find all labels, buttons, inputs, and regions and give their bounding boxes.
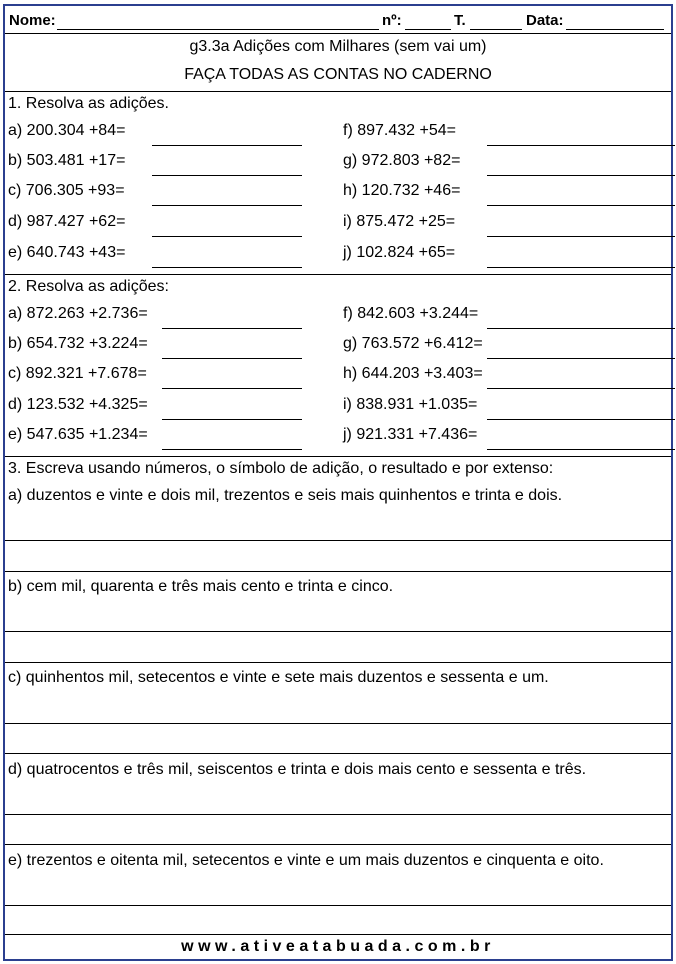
question-1h: h) 120.732 +46= <box>343 182 461 199</box>
question-2f: f) 842.603 +3.244= <box>343 305 479 322</box>
answer-line <box>487 236 675 237</box>
answer-line <box>162 328 302 329</box>
writing-line <box>5 844 671 845</box>
question-2g: g) 763.572 +6.412= <box>343 335 483 352</box>
question-2i: i) 838.931 +1.035= <box>343 396 478 413</box>
writing-line <box>5 723 671 724</box>
question-1a: a) 200.304 +84= <box>8 122 126 139</box>
question-1i: i) 875.472 +25= <box>343 213 456 230</box>
question-3b: b) cem mil, quarenta e três mais cento e trinta e cinco. <box>8 578 394 595</box>
question-2b: b) 654.732 +3.224= <box>8 335 148 352</box>
writing-line <box>5 540 671 541</box>
date-blank <box>566 29 664 30</box>
answer-line <box>487 358 675 359</box>
class-label: T. <box>454 12 466 29</box>
question-2j: j) 921.331 +7.436= <box>343 426 478 443</box>
answer-line <box>152 175 302 176</box>
question-1g: g) 972.803 +82= <box>343 152 461 169</box>
answer-line <box>152 267 302 268</box>
section2-heading: 2. Resolva as adições: <box>8 278 169 295</box>
answer-line <box>487 145 675 146</box>
answer-line <box>487 175 675 176</box>
question-3e: e) trezentos e oitenta mil, setecentos e vinte e um mais duzentos e cinquenta e oito. <box>8 852 604 869</box>
writing-line <box>5 905 671 906</box>
question-1f: f) 897.432 +54= <box>343 122 456 139</box>
question-1c: c) 706.305 +93= <box>8 182 125 199</box>
answer-line <box>487 449 675 450</box>
worksheet <box>3 4 673 961</box>
answer-line <box>487 205 675 206</box>
question-2a: a) 872.263 +2.736= <box>8 305 148 322</box>
answer-line <box>152 236 302 237</box>
answer-line <box>487 267 675 268</box>
number-blank <box>405 29 451 30</box>
answer-line <box>162 449 302 450</box>
name-label: Nome: <box>9 12 56 29</box>
writing-line <box>5 934 671 935</box>
divider <box>5 33 671 34</box>
worksheet-instruction: FAÇA TODAS AS CONTAS NO CADERNO <box>184 66 492 83</box>
answer-line <box>487 388 675 389</box>
divider <box>5 274 671 275</box>
question-1j: j) 102.824 +65= <box>343 244 456 261</box>
answer-line <box>487 419 675 420</box>
worksheet-title: g3.3a Adições com Milhares (sem vai um) <box>189 38 487 55</box>
answer-line <box>162 388 302 389</box>
question-2d: d) 123.532 +4.325= <box>8 396 148 413</box>
section3-heading: 3. Escreva usando números, o símbolo de adição, o resultado e por extenso: <box>8 460 554 477</box>
answer-line <box>152 145 302 146</box>
question-3c: c) quinhentos mil, setecentos e vinte e sete mais duzentos e sessenta e um. <box>8 669 549 686</box>
divider <box>5 456 671 457</box>
footer-website: www.ativeatabuada.com.br <box>181 938 495 955</box>
section1-heading: 1. Resolva as adições. <box>8 95 169 112</box>
writing-line <box>5 571 671 572</box>
writing-line <box>5 753 671 754</box>
writing-line <box>5 662 671 663</box>
question-3d: d) quatrocentos e três mil, seiscentos e trinta e dois mais cento e sessenta e três. <box>8 761 587 778</box>
question-2h: h) 644.203 +3.403= <box>343 365 483 382</box>
date-label: Data: <box>526 12 564 29</box>
question-2e: e) 547.635 +1.234= <box>8 426 148 443</box>
question-2c: c) 892.321 +7.678= <box>8 365 147 382</box>
writing-line <box>5 631 671 632</box>
answer-line <box>152 205 302 206</box>
number-label: nº: <box>382 12 402 29</box>
answer-line <box>162 358 302 359</box>
class-blank <box>470 29 522 30</box>
name-blank <box>57 29 379 30</box>
question-3a: a) duzentos e vinte e dois mil, trezentos e seis mais quinhentos e trinta e dois. <box>8 487 563 504</box>
answer-line <box>487 328 675 329</box>
question-1b: b) 503.481 +17= <box>8 152 126 169</box>
question-1e: e) 640.743 +43= <box>8 244 126 261</box>
question-1d: d) 987.427 +62= <box>8 213 126 230</box>
answer-line <box>162 419 302 420</box>
writing-line <box>5 814 671 815</box>
divider <box>5 91 671 92</box>
